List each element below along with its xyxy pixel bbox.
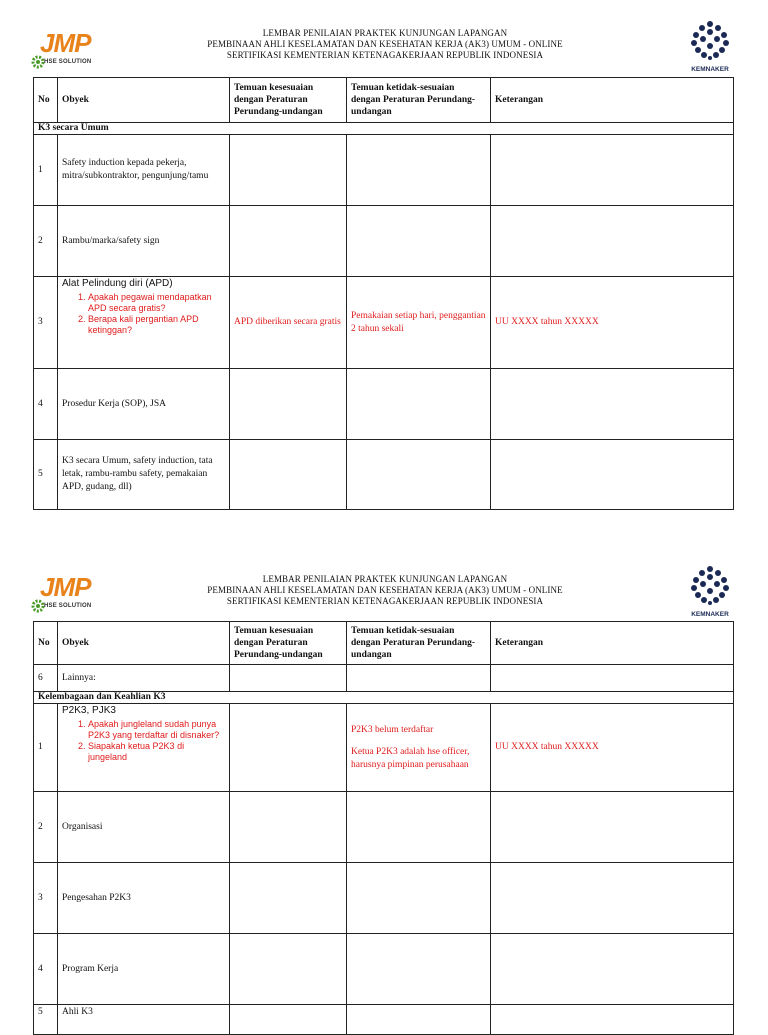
row-no: 5 bbox=[34, 1005, 58, 1035]
document-title bbox=[180, 28, 590, 61]
tidak-sesuai-cell[interactable] bbox=[347, 792, 491, 863]
sesuai-cell[interactable] bbox=[230, 792, 347, 863]
row-obyek: Pengesahan P2K3 bbox=[58, 863, 230, 934]
keterangan-cell[interactable] bbox=[491, 135, 734, 206]
col-header-tidak-sesuai: Temuan ketidak-sesuaian dengan Peraturan Perundang-undangan bbox=[347, 78, 491, 123]
title-line-2: PEMBINAAN AHLI KESELAMATAN DAN KESEHATAN KERJA (AK3) UMUM - ONLINE bbox=[207, 585, 563, 595]
table-row bbox=[34, 440, 734, 510]
tidak-sesuai-cell[interactable] bbox=[347, 369, 491, 440]
sesuai-cell[interactable] bbox=[230, 440, 347, 510]
section-row bbox=[34, 692, 734, 704]
section-row bbox=[34, 123, 734, 135]
keterangan-cell[interactable]: UU XXXX tahun XXXXX bbox=[491, 277, 734, 369]
sesuai-cell[interactable] bbox=[230, 665, 347, 692]
form-page-2 bbox=[0, 563, 768, 1017]
obyek-title: P2K3, PJK3 bbox=[62, 705, 116, 716]
table-row bbox=[34, 792, 734, 863]
col-header-keterangan: Keterangan bbox=[491, 78, 734, 123]
row-obyek: Program Kerja bbox=[58, 934, 230, 1005]
jmp-hse-logo bbox=[30, 28, 100, 72]
tidak-sesuai-cell[interactable] bbox=[347, 863, 491, 934]
tidak-sesuai-cell[interactable]: Pemakaian setiap hari, penggantian 2 tahun sekali bbox=[347, 277, 491, 369]
col-header-obyek: Obyek bbox=[58, 78, 230, 123]
keterangan-cell[interactable] bbox=[491, 440, 734, 510]
sesuai-cell[interactable] bbox=[230, 369, 347, 440]
row-no: 3 bbox=[34, 863, 58, 934]
kemnaker-label: KEMNAKER bbox=[691, 66, 729, 73]
sesuai-cell[interactable] bbox=[230, 863, 347, 934]
sesuai-cell[interactable] bbox=[230, 135, 347, 206]
question-item: 1. Apakah jungleland sudah punya P2K3 yang terdaftar di disnaker? bbox=[88, 719, 225, 741]
col-header-no: No bbox=[34, 78, 58, 123]
row-no: 2 bbox=[34, 792, 58, 863]
title-line-2: PEMBINAAN AHLI KESELAMATAN DAN KESEHATAN KERJA (AK3) UMUM - ONLINE bbox=[207, 39, 563, 49]
tidak-sesuai-cell[interactable] bbox=[347, 1005, 491, 1035]
row-no: 5 bbox=[34, 440, 58, 510]
logo-text: JMP bbox=[40, 572, 91, 602]
question-list bbox=[62, 292, 225, 336]
logo-subtext: HSE SOLUTION bbox=[44, 603, 92, 609]
kemnaker-logo bbox=[686, 565, 734, 625]
row-no: 6 bbox=[34, 665, 58, 692]
table-row bbox=[34, 369, 734, 440]
keterangan-cell[interactable] bbox=[491, 1005, 734, 1035]
keterangan-cell[interactable] bbox=[491, 792, 734, 863]
row-obyek: Rambu/marka/safety sign bbox=[58, 206, 230, 277]
question-list bbox=[62, 719, 225, 763]
table-row bbox=[34, 665, 734, 692]
table-row bbox=[34, 934, 734, 1005]
sesuai-cell[interactable] bbox=[230, 934, 347, 1005]
table-row bbox=[34, 1005, 734, 1035]
col-header-no: No bbox=[34, 622, 58, 665]
title-line-3: SERTIFIKASI KEMENTERIAN KETENAGAKERJAAN REPUBLIK INDONESIA bbox=[226, 50, 544, 60]
question-item: 2. Berapa kali pergantian APD ketinggan? bbox=[88, 314, 225, 336]
sesuai-cell[interactable]: APD diberikan secara gratis bbox=[230, 277, 347, 369]
table-header-row bbox=[34, 78, 734, 123]
row-obyek: Safety induction kepada pekerja, mitra/subkontraktor, pengunjung/tamu bbox=[58, 135, 230, 206]
row-obyek: Lainnya: bbox=[58, 665, 230, 692]
section-title: K3 secara Umum bbox=[34, 123, 734, 135]
logo-text: JMP bbox=[40, 28, 91, 58]
row-no: 4 bbox=[34, 369, 58, 440]
keterangan-cell[interactable] bbox=[491, 665, 734, 692]
row-obyek: Prosedur Kerja (SOP), JSA bbox=[58, 369, 230, 440]
finding-2: Ketua P2K3 adalah hse officer, harusnya pimpinan perusahaan bbox=[351, 746, 470, 770]
tidak-sesuai-cell[interactable] bbox=[347, 665, 491, 692]
sesuai-cell[interactable] bbox=[230, 704, 347, 792]
row-no: 2 bbox=[34, 206, 58, 277]
title-line-3: SERTIFIKASI KEMENTERIAN KETENAGAKERJAAN REPUBLIK INDONESIA bbox=[226, 596, 544, 606]
col-header-keterangan: Keterangan bbox=[491, 622, 734, 665]
row-obyek bbox=[58, 704, 230, 792]
jmp-hse-logo bbox=[30, 572, 100, 616]
keterangan-cell[interactable] bbox=[491, 206, 734, 277]
keterangan-cell[interactable] bbox=[491, 369, 734, 440]
page-header bbox=[0, 0, 768, 75]
table-header-row bbox=[34, 622, 734, 665]
keterangan-cell[interactable]: UU XXXX tahun XXXXX bbox=[491, 704, 734, 792]
sesuai-cell[interactable] bbox=[230, 206, 347, 277]
title-line-1: LEMBAR PENILAIAN PRAKTEK KUNJUNGAN LAPANGAN bbox=[262, 574, 508, 584]
table-row bbox=[34, 863, 734, 934]
row-no: 3 bbox=[34, 277, 58, 369]
tidak-sesuai-cell[interactable] bbox=[347, 934, 491, 1005]
keterangan-cell[interactable] bbox=[491, 863, 734, 934]
tidak-sesuai-cell[interactable] bbox=[347, 135, 491, 206]
kemnaker-logo bbox=[686, 20, 734, 80]
logo-subtext: HSE SOLUTION bbox=[44, 59, 92, 65]
table-row bbox=[34, 704, 734, 792]
row-obyek: K3 secara Umum, safety induction, tata letak, rambu-rambu safety, pemakaian APD, gudang, dll) bbox=[58, 440, 230, 510]
col-header-sesuai: Temuan kesesuaian dengan Peraturan Perundang-undangan bbox=[230, 78, 347, 123]
question-item: 1. Apakah pegawai mendapatkan APD secara gratis? bbox=[88, 292, 225, 314]
sesuai-cell[interactable] bbox=[230, 1005, 347, 1035]
tidak-sesuai-cell[interactable] bbox=[347, 440, 491, 510]
row-obyek: Ahli K3 bbox=[58, 1005, 230, 1035]
keterangan-cell[interactable] bbox=[491, 934, 734, 1005]
table-row bbox=[34, 277, 734, 369]
assessment-table bbox=[33, 621, 734, 1035]
col-header-tidak-sesuai: Temuan ketidak-sesuaian dengan Peraturan Perundang-undangan bbox=[347, 622, 491, 665]
table-row bbox=[34, 206, 734, 277]
table-row bbox=[34, 135, 734, 206]
document-title bbox=[180, 574, 590, 607]
kemnaker-label: KEMNAKER bbox=[691, 611, 729, 618]
row-obyek: Organisasi bbox=[58, 792, 230, 863]
assessment-table bbox=[33, 77, 734, 510]
section-title: Kelembagaan dan Keahlian K3 bbox=[34, 692, 734, 704]
finding-1: P2K3 belum terdaftar bbox=[351, 724, 434, 735]
question-item: 2. Siapakah ketua P2K3 di jungeland bbox=[88, 741, 225, 763]
row-obyek bbox=[58, 277, 230, 369]
row-no: 1 bbox=[34, 135, 58, 206]
tidak-sesuai-cell[interactable] bbox=[347, 206, 491, 277]
form-page-1 bbox=[0, 0, 768, 492]
col-header-obyek: Obyek bbox=[58, 622, 230, 665]
row-no: 4 bbox=[34, 934, 58, 1005]
title-line-1: LEMBAR PENILAIAN PRAKTEK KUNJUNGAN LAPANGAN bbox=[262, 28, 508, 38]
col-header-sesuai: Temuan kesesuaian dengan Peraturan Perundang-undangan bbox=[230, 622, 347, 665]
obyek-title: Alat Pelindung diri (APD) bbox=[62, 278, 173, 289]
tidak-sesuai-cell[interactable] bbox=[347, 704, 491, 792]
row-no: 1 bbox=[34, 704, 58, 792]
